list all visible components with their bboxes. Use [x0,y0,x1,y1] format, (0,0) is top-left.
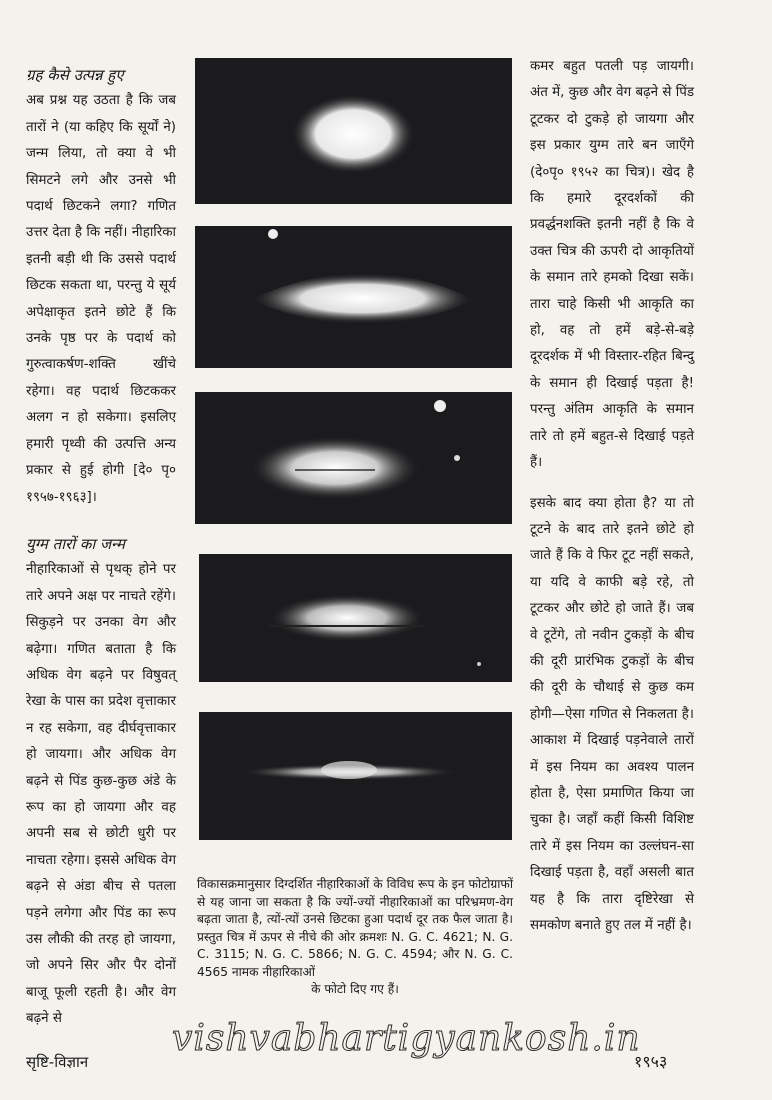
left-paragraph-1: अब प्रश्न यह उठता है कि जब तारों ने (या कहिए कि सूर्यों ने) जन्म लिया, तो क्या वे भी सिमटने लगे और उनसे भी पदार्थ छिटकने लगा? गणित उत्तर देता है कि नहीं। नीहारिका इतनी बड़ी थी कि उससे पदार्थ छिटक सकता था, परन्तु ये सूर्य अपेक्षाकृत इतने छोटे हैं कि उनके पृष्ठ पर के पदार्थ को गुरुत्वाकर्षण-शक्ति खींचे रहेगा। वह पदार्थ छिटककर अलग न हो सकेगा। इसलिए हमारी पृथ्वी की उत्पत्ति अन्य प्रकार से हुई होगी [दे० पृ० १९५७-१९६३]। [26,93,176,505]
nebula-image-1 [195,58,510,204]
section-heading-twin-stars: युग्म तारों का जन्म [26,534,125,553]
page-number: १९५३ [634,1052,668,1071]
photo-caption [197,876,513,999]
nebula-photo-ngc-4594 [199,554,512,682]
section-heading-planets: ग्रह कैसे उत्पन्न हुए [26,66,124,84]
right-paragraph-2: इसके बाद क्या होता है? या तो टूटने के बाद तारे इतने छोटे हो जाते हैं कि वे फिर टूट नहीं सकते, या यदि वे काफी बड़े रहे, तो टूटकर और छोटे हो जाते हैं। जब वे टूटेंगे, तो नवीन टुकड़ों के बीच की दूरी प्रारंभिक टुकड़ों के बीच की दूरी के चौथाई से कुछ कम होगी—ऐसा गणित से निकलता है। आकाश में दिखाई पड़नेवाले तारों में इस नियम का अवश्य पालन होता है, ऐसा प्रमाणित किया जा चुका है। जहाँ कहीं किसी विशिष्ट तारे में इस नियम का उल्लंघन-सा दिखाई पड़ता है, वहाँ असली बात यह है कि तारा दृष्टिरेखा से समकोण बनाते हुए तल में नहीं है। [530,495,694,933]
footer-title: सृष्टि-विज्ञान [26,1053,89,1071]
caption-text: विकासक्रमानुसार दिग्दर्शित नीहारिकाओं के विविध रूप के इन फोटोग्राफों से यह जाना जा सकता है कि ज्यों-ज्यों नीहारिकाओं का परिभ्रमण-वेग बढ़ता जाता है, त्यों-त्यों उनसे छिटका हुआ पदार्थ दूर तक फैल जाता है। प्रस्तुत चित्र में ऊपर से नीचे की ओर क्रमशः N. G. C. 4621; N. G. C. 3115; N. G. C. 5866; N. G. C. 4594; और N. G. C. 4565 नामक नीहारिकाओं [197,877,513,979]
nebula-image-4 [199,554,510,682]
nebula-image-5 [199,712,510,840]
right-paragraph-1: कमर बहुत पतली पड़ जायगी। अंत में, कुछ और वेग बढ़ने से पिंड टूटकर दो टुकड़े हो जायगा और इस प्रकार युग्म तारे बन जाएँगे (दे०पृ० १९५२ का चित्र)। खेद है कि हमारे दूरदर्शकों की प्रवर्द्धनशक्ति इतनी नहीं है कि वे उक्त चित्र की ऊपरी दो आकृतियों के समान तारे हमको दिखा सकें। तारा चाहे किसी भी आकृति का हो, वह तो हमें बड़े-से-बड़े दूरदर्शक में भी विस्तार-रहित बिन्दु के समान ही दिखाई पड़ता है! परन्तु अंतिम आकृति के समान तारे तो हमें बहुत-से दिखाई पड़ते हैं। [530,59,694,471]
nebula-photo-ngc-5866 [195,392,512,524]
caption-last-line: के फोटो दिए गए हैं। [311,982,399,996]
nebula-photo-ngc-4621 [195,58,512,204]
right-column [530,54,694,939]
left-paragraph-2: नीहारिकाओं से पृथक् होने पर तारे अपने अक्ष पर नाचते रहेंगे। सिकुड़ने पर उनका वेग और बढ़ेगा। गणित बताता है कि अधिक वेग बढ़ने पर विषुवत् रेखा के पास का प्रदेश वृत्ताकार न रह सकेगा, वह दीर्घवृत्ताकार हो जायगा। और अधिक वेग बढ़ने से पिंड कुछ-कुछ अंडे के रूप का हो जायगा और वह अपनी सब से छोटी धुरी पर नाचता रहेगा। इससे अधिक वेग बढ़ने से अंडा बीच से पतला पड़ने लगेगा और पिंड का रूप उस लौकी की तरह हो जायगा, जो अपने सिर और पैर दोनों बाजू फूली रहती है। और वेग बढ़ने से [26,562,176,1027]
nebula-photographs [192,58,512,840]
watermark: vishvabhartigyankosh.in [172,1018,641,1059]
left-column [26,62,176,1033]
nebula-photo-ngc-4565 [199,712,512,840]
nebula-photo-ngc-3115 [195,226,512,368]
nebula-image-3 [195,392,510,524]
nebula-image-2 [195,226,510,368]
